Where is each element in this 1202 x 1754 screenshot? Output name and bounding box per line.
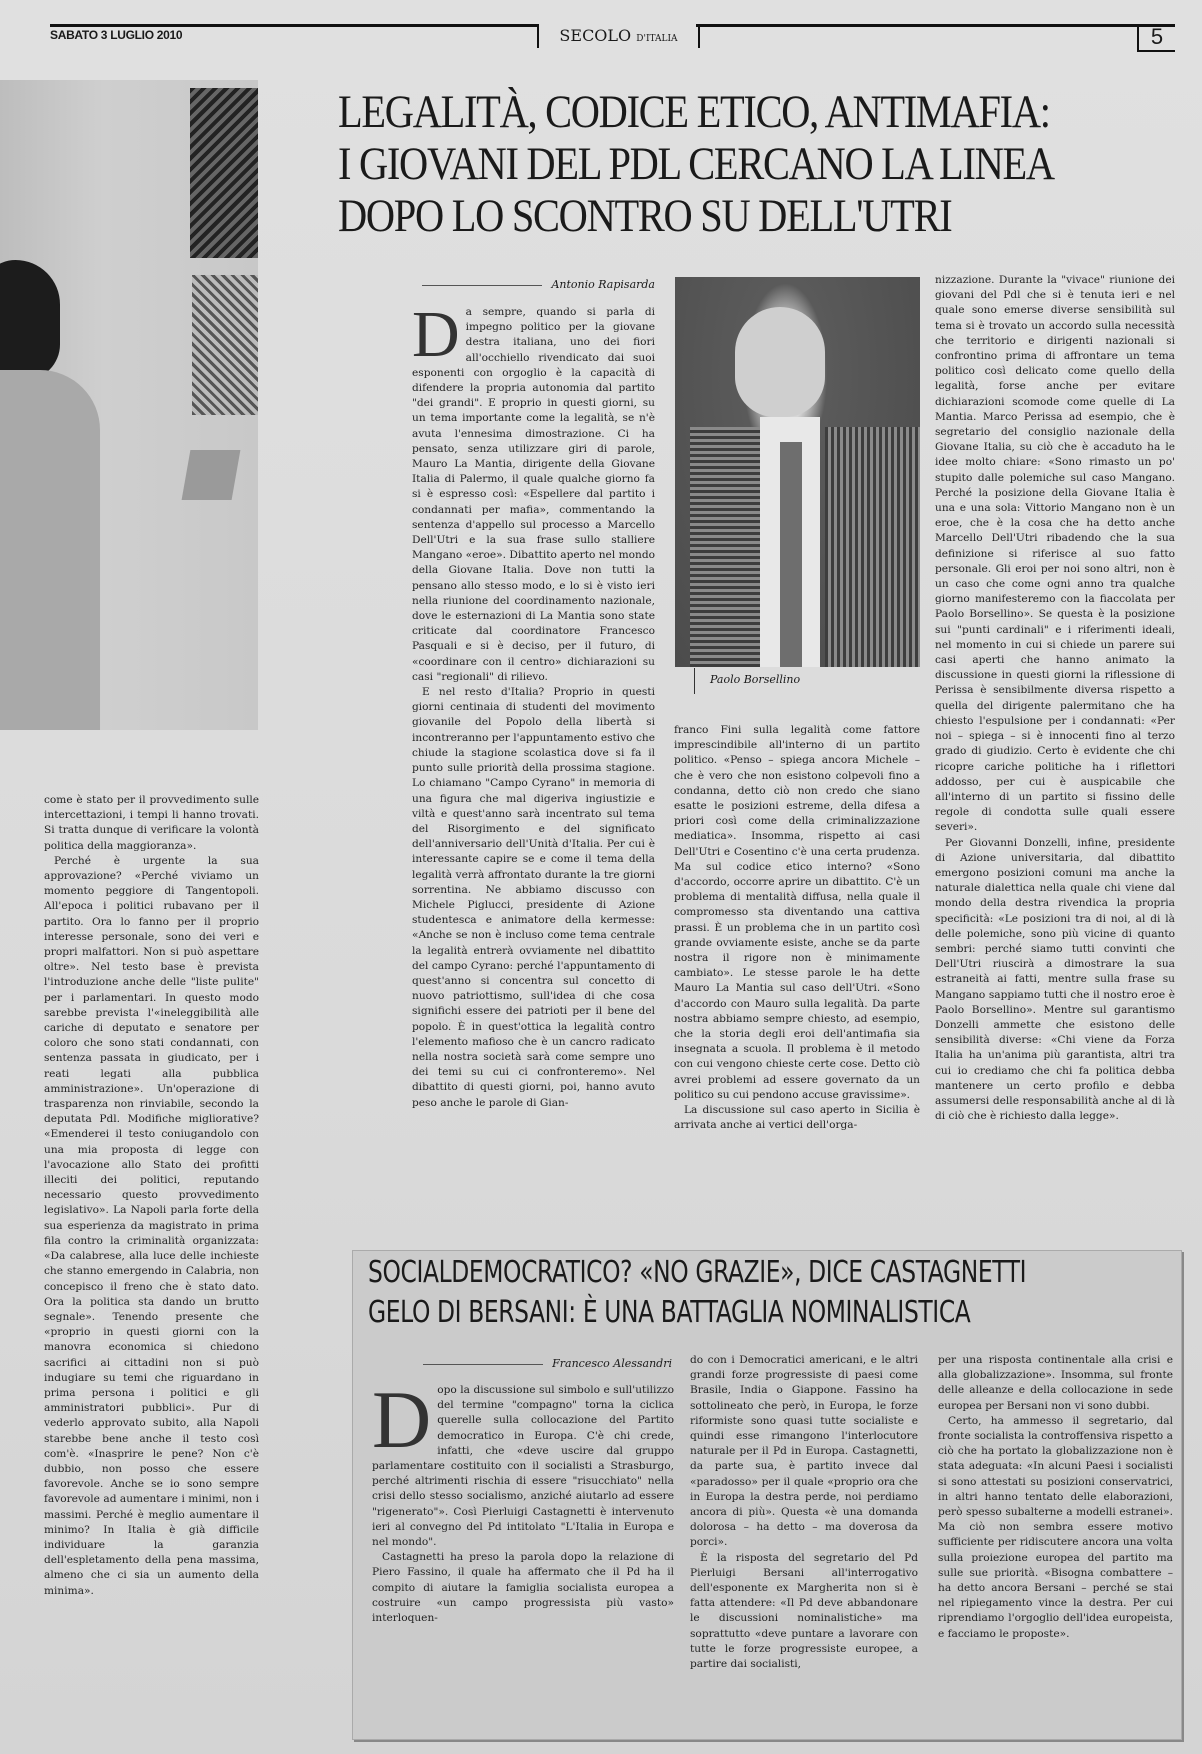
paragraph: come è stato per il provvedimento sulle intercettazioni, i tempi li hanno trovati. Si tratta dunque di verificare la volontà politica della maggioranza». xyxy=(44,794,259,852)
paragraph: Certo, ha ammesso il segretario, dal fronte socialista la controffensiva rispetto a ciò che ha portato la globalizzazione non è stata adeguata: «In alcuni Paesi i socialisti si sono attestati su posizioni conservatrici, in altri hanno tentato delle elaborazioni, però spesso subalterne a modelli estranei». Ma ciò non sembra essere motivo sufficiente per ridiscutere ancora una volta sulla proiezione europea del partito ma sulle sue priorità. «Bisogna combattere – ha detto ancora Bersani – perché se stai nel ripiegamento vince la destra. Per cui riprendiamo l'orgoglio dell'idea europeista, e facciamo le proposte». xyxy=(938,1414,1173,1640)
photo-chair xyxy=(182,450,241,500)
paragraph: per una risposta continentale alla crisi e alla globalizzazione». Insomma, sul fronte delle alleanze e della collocazione in sede europea per Bersani non vi sono dubbi. xyxy=(938,1354,1173,1412)
headline-line: DOPO LO SCONTRO SU DELL'UTRI xyxy=(338,190,952,242)
photo-caption: Paolo Borsellino xyxy=(710,673,801,686)
article1-column-3 xyxy=(935,273,1175,1124)
headline-line: GELO DI BERSANI: È UNA BATTAGLIA NOMINALISTICA xyxy=(368,1295,971,1330)
article2-headline xyxy=(368,1253,1027,1333)
left-continuation-column xyxy=(44,793,259,1599)
article1-headline xyxy=(338,86,1060,242)
issue-date: SABATO 3 LUGLIO 2010 xyxy=(50,28,183,42)
paragraph: Da sempre, quando si parla di impegno politico per la giovane destra italiana, uno dei fiori all'occhiello rivendicato dai suoi esponenti con orgoglio è la capacità di difendere la propria autonomia dal partito "dei grandi". E proprio in questi giorni, su un tema importante come la legalità, se n'è avuta l'ennesima dimostrazione. Ci ha pensato, senza utilizzare giri di parole, Mauro La Mantia, dirigente della Giovane Italia di Palermo, il quale qualche giorno fa si è espresso così: «Espellere dal partito i condannati per mafia», commentando la sentenza d'appello sul processo a Marcello Dell'Utri e la sua frase sullo stalliere Mangano «eroe». Dibattito aperto nel mondo della Giovane Italia. Dove non tutti la pensano allo stesso modo, e lo si è visto ieri nella riunione del coordinamento nazionale, dove le esternazioni di La Mantia sono state criticate dal coordinatore Francesco Pasquali e si è deciso, per il futuro, di «coordinare con il centro» dichiarazioni su casi "regionali" di rilievo. xyxy=(412,298,655,683)
photo-bicycles-strip xyxy=(192,275,258,415)
paragraph: Perché è urgente la sua approvazione? «Perché viviamo un momento peggiore di Tangentopoli. All'epoca i politici rubavano per il partito. Ora lo fanno per il proprio interesse personale, sono dei veri e propri malfattori. Non si può aspettare oltre». Nel testo base è prevista l'introduzione anche delle "liste pulite" per i parlamentari. In questo modo sarebbe prevista l'«ineleggibilità alle cariche di deputato e senatore per coloro che sono stati condannati, con sentenza passata in giudicato, per i reati legati alla pubblica amministrazione». Un'operazione di trasparenza non rinviabile, secondo la deputata Pdl. Modifiche migliorative? «Emenderei il testo coniugandolo con una mia proposta di legge con l'avocazione allo Stato dei profitti illeciti dei politici, reputando necessario questo provvedimento legislativo». La Napoli parla forte della sua esperienza da magistrato in prima fila contro la criminalità organizzata: «Da calabrese, alla luce delle inchieste che stanno emergendo in Calabria, non concepisco il freno che è stato dato. Ora la politica sta dando un brutto segnale». Tenendo presente che «proprio in questi giorni con la manovra economica si chiedono sacrifici ai cittadini non si può indugiare su temi che riguardano in prima persona i politici e gli amministratori pubblici». Pur di vederlo approvato subito, alla Napoli starebbe bene anche il testo così com'è. «Inasprire le pene? Non c'è dubbio, non posso che essere favorevole. Anche se io sono sempre favorevole ad aumentare i minimi, non i massimi. Perché è meglio aumentare il minimo? In Italia è già difficile individuare la garanzia dell'espletamento della pena massima, almeno che ci sia un aumento della minima». xyxy=(44,854,259,1597)
page-number: 5 xyxy=(1137,24,1175,52)
dropcap: D xyxy=(372,1374,432,1465)
article1-column-2 xyxy=(674,723,920,1133)
left-photo xyxy=(0,80,258,730)
photo-tie xyxy=(780,442,802,667)
article2-column-2 xyxy=(690,1353,918,1672)
photo-person-head xyxy=(0,260,60,380)
headline-line: I GIOVANI DEL PDL CERCANO LA LINEA xyxy=(338,138,1054,190)
article1-column-1 xyxy=(412,298,655,1111)
photo-face xyxy=(735,307,825,417)
paragraph: nizzazione. Durante la "vivace" riunione dei giovani del Pdl che si è tenuta ieri e nel quale sono emerse diverse sensibilità sul tema si è trovato un accordo sulla necessità che territorio e dirigenti nazionali si confrontino prima di affrontare un tema politico così delicato come quello della legalità, forse anche per evitare dichiarazioni scomode come quelle di La Mantia. Marco Perissa ad esempio, che è segretario del consiglio nazionale della Giovane Italia, su ciò che è accaduto ha le idee molto chiare: «Sono rimasto un po' stupito dalle polemiche sul caso Mangano. Perché la posizione della Giovane Italia è una e una sola: Vittorio Mangano non è un eroe, che è la cosa che ha detto anche Marcello Dell'Utri ribadendo che la sua definizione si riferisce al suo fatto personale. Gli eroi per noi sono altri, non è un caso che come ogni anno tra qualche giorno manifesteremo con la fiaccolata per Paolo Borsellino». Se questa è la posizione sui "punti cardinali" e i riferimenti ideali, nel momento in cui si chiede un parere sui casi aperti che hanno animato la discussione in questi giorni la riflessione di Perissa è sensibilmente diversa rispetto a quella del dirigente palermitano che ha chiesto l'espulsione per i condannati: «Per noi – spiega – si è innocenti fino al terzo grado di giudizio. Certo è evidente che chi ricopre cariche politiche ha i riflettori addosso, per cui è auspicabile che all'interno di un partito si fissino delle regole di condotta sulle quali essere severi». xyxy=(935,274,1175,834)
newspaper-name-main: SECOLO xyxy=(559,26,632,45)
caption-rule xyxy=(694,668,695,694)
borsellino-photo xyxy=(675,277,920,667)
headline-line: LEGALITÀ, CODICE ETICO, ANTIMAFIA: xyxy=(338,86,1050,138)
masthead-rule-left xyxy=(50,24,537,27)
paragraph: Dopo la discussione sul simbolo e sull'utilizzo del termine "compagno" torna la ciclica querelle sulla collocazione del Partito democratico in Europa. C'è chi crede, infatti, che «deve uscire dal gruppo parlamentare costituito con il socialisti a Strasburgo, perché altrimenti rischia di essere "risucchiato" nella crisi dello stesso socialismo, anziché aiutarlo ad essere "rigenerato"». Così Pierluigi Castagnetti è intervenuto ieri al convegno del Pd intitolato "L'Italia in Europa e nel mondo". xyxy=(372,1374,674,1549)
newspaper-name xyxy=(537,24,700,48)
byline-author: Antonio Rapisarda xyxy=(551,278,655,291)
newspaper-name-suffix: D'ITALIA xyxy=(636,34,678,44)
masthead xyxy=(50,22,1175,52)
masthead-rule-right xyxy=(696,24,1175,27)
byline-author: Francesco Alessandri xyxy=(552,1357,672,1370)
paragraph: franco Fini sulla legalità come fattore imprescindibile all'interno di un partito politico. «Penso – spiega ancora Michele – che è vero che non esistono colpevoli fino a condanna, detto ciò non credo che siano esatte le posizioni estreme, della difesa a priori così come della criminalizzazione mediatica». Insomma, rispetto ai casi Dell'Utri e Cosentino c'è una certa prudenza. Ma sul codice etico interno? «Sono d'accordo, occorre aprire un dibattito. C'è un problema di mentalità diffusa, nella quale il compromesso sta diventando una cattiva prassi. È un problema che in un partito così grande ovviamente esiste, anche se da parte nostra il rigore non è minimamente cambiato». Le stesse parole le ha dette Mauro La Mantia sul caso dell'Utri. «Sono d'accordo con Mauro sulla legalità. Da parte nostra abbiamo sempre chiesto, ad esempio, che la storia degli eroi dell'antimafia sia insegnata a scuola. Il problema è il metodo con cui vengono chieste certe cose. Detto ciò avrei problemi ad essere governato da un politico su cui pendono accuse gravissime». xyxy=(674,724,920,1101)
paragraph: Per Giovanni Donzelli, infine, presidente di Azione universitaria, dal dibattito emergono posizioni comuni ma anche la naturale dialettica nella quale chi viene dal mondo della destra rivendica la propria specificità: «Le posizioni tra di noi, al di là delle polemiche, sono più vicine di quanto sembri: perché siamo tutti convinti che Dell'Utri riuscirà a dimostrare la sua estraneità ai fatti, mentre sulla frase su Mangano sappiamo tutti che il nostro eroe è Paolo Borsellino». Mentre sul garantismo Donzelli ammette che esistono delle sensibilità diverse: «Chi viene da Forza Italia ha un'anima più garantista, altri tra cui io crediamo che chi fa politica debba mantenere un certo profilo e debba assumersi delle responsabilità anche al di là di ciò che è richiesto dalla legge». xyxy=(935,836,1175,1123)
paragraph: do con i Democratici americani, e le altri grandi forze progressiste di paesi come Brasile, India o Giappone. Fassino ha sottolineato che però, in Europa, le forze riformiste sono quasi tutte socialiste e quindi esse rimangono l'interlocutore naturale per il Pd in Europa. Castagnetti, da parte sua, è partito invece dal «paradosso» per il quale «proprio ora che in Europa la destra perde, noi perdiamo ancora di più». Questa «è una domanda dolorosa – ha detto – ma doverosa da porci». xyxy=(690,1354,918,1549)
photo-crowd-strip xyxy=(190,88,258,258)
paragraph: E nel resto d'Italia? Proprio in questi giorni centinaia di studenti del movimento giovanile del Popolo della libertà si incontreranno per l'appuntamento estivo che chiude la stagione scolastica dove si fa il punto sulle priorità della prossima stagione. Lo chiamano "Campo Cyrano" in memoria di una figura che mal digeriva ingiustizie e viltà e quest'anno sarà incentrato sul tema del Risorgimento e del significato dell'anniversario dell'Unità d'Italia. Per cui è interessante capire se e come il tema della legalità verrà affrontato durante la tre giorni sorrentina. Ne abbiamo discusso con Michele Piglucci, presidente di Azione studentesca e animatore della kermesse: «Anche se non è incluso come tema centrale la legalità entrerà ovviamente nel dibattito del campo Cyrano: perché l'appuntamento di quest'anno si concentra sul concetto di nuovo patriottismo, sull'idea di che cosa significhi essere dei patrioti per il bene del popolo. È in quest'ottica la legalità contro l'elemento mafioso che è un cancro radicato nella nostra società sarà come sempre uno dei temi su cui ci confronteremo». Nel dibattito di questi giorni, poi, hanno avuto peso anche le parole di Gian- xyxy=(412,686,655,1109)
photo-jacket-right xyxy=(825,427,920,667)
paragraph: La discussione sul caso aperto in Sicilia è arrivata anche ai vertici dell'orga- xyxy=(674,1104,920,1132)
article2-byline xyxy=(370,1357,672,1370)
article2-column-3 xyxy=(938,1353,1173,1642)
paragraph: È la risposta del segretario del Pd Pierluigi Bersani all'interrogativo dell'esponente ex Margherita non si è fatta attendere: «Il Pd deve abbandonare le discussioni nominalistiche» ma soprattutto «deve puntare a lavorare con tutte le forze progressiste europee, a partire dai socialisti, xyxy=(690,1551,918,1671)
paragraph: Castagnetti ha preso la parola dopo la relazione di Piero Fassino, il quale ha affermato che il Pd ha il compito di aiutare la famiglia socialista europea a costruire «un campo progressista più vasto» interloquen- xyxy=(372,1551,674,1625)
headline-line: SOCIALDEMOCRATICO? «NO GRAZIE», DICE CASTAGNETTI xyxy=(368,1255,1027,1290)
article1-byline xyxy=(410,278,655,291)
article2-column-1 xyxy=(372,1374,674,1626)
dropcap: D xyxy=(412,298,460,371)
photo-jacket-left xyxy=(690,427,765,667)
photo-person-body xyxy=(0,370,100,730)
